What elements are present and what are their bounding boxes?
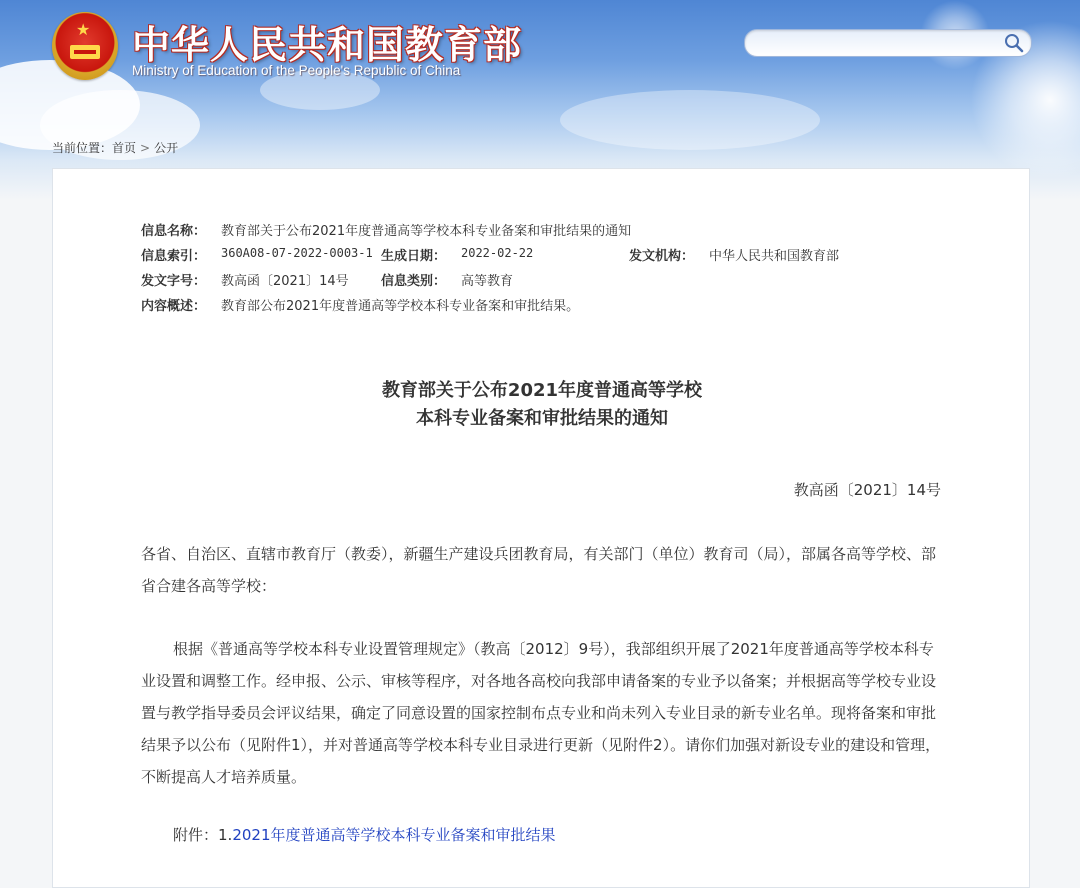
article-panel [52,168,1030,888]
search-box [744,29,1032,57]
attachment-link[interactable]: 2021年度普通高等学校本科专业备案和审批结果 [232,826,556,844]
document-title-line2: 本科专业备案和审批结果的通知 [416,408,668,429]
star-icon: ★ [76,20,91,39]
cloud-decoration [560,90,820,150]
breadcrumb-separator: > [140,141,151,155]
tiananmen-icon [70,45,100,59]
document-metadata [141,220,941,320]
category-label: 信息类别： [381,274,447,289]
index-label: 信息索引： [141,249,207,264]
agency-value: 中华人民共和国教育部 [709,249,840,264]
info-name-value: 教育部关于公布2021年度普通高等学校本科专业备案和审批结果的通知 [221,224,632,239]
date-label: 生成日期： [381,249,447,264]
category-value: 高等教育 [461,274,514,289]
attachment-label: 附件：1. [173,826,233,844]
agency-label: 发文机构： [629,249,695,264]
breadcrumb-prefix: 当前位置： [52,141,113,155]
national-emblem-logo[interactable] [52,12,118,80]
site-title[interactable]: 中华人民共和国教育部 [132,25,523,67]
search-input[interactable] [757,33,1001,55]
breadcrumb-current-link[interactable]: 公开 [154,141,179,155]
date-value: 2022-02-22 [461,246,534,260]
info-name-label: 信息名称： [141,224,207,239]
site-subtitle: Ministry of Education of the People's Republic of China [132,63,461,78]
summary-value: 教育部公布2021年度普通高等学校本科专业备案和审批结果。 [221,299,580,314]
document-title [53,377,1031,433]
doc-number-value: 教高函〔2021〕14号 [221,274,349,289]
doc-number-label: 发文字号： [141,274,207,289]
document-number: 教高函〔2021〕14号 [793,481,941,499]
summary-label: 内容概述： [141,299,207,314]
search-icon[interactable] [1004,33,1024,53]
document-title-line1: 教育部关于公布2021年度普通高等学校 [381,380,703,401]
breadcrumb-home-link[interactable]: 首页 [112,141,137,155]
index-value: 360A08-07-2022-0003-1 [221,246,373,260]
body-paragraph: 根据《普通高等学校本科专业设置管理规定》（教高〔2012〕9号），我部组织开展了2021年度普通高等学校本科专业设置和调整工作。经申报、公示、审核等程序，对各地各高校向我部申请备案的专业予以备案；并根据高等学校专业设置与教学指导委员会评议结果，确定了同意设置的国家控制布点专业和尚未列入专业目录的新专业名单。现将备案和审批结果予以公布（见附件1），并对普通高等学校本科专业目录进行更新（见附件2）。请你们加强对新设专业的建设和管理，不断提高人才培养质量。 [141,640,941,786]
attachment-line [173,824,556,845]
salutation-paragraph: 各省、自治区、直辖市教育厅（教委），新疆生产建设兵团教育局，有关部门（单位）教育司（局），部属各高等学校、部省合建各高等学校： [141,545,937,595]
breadcrumb [52,139,178,156]
